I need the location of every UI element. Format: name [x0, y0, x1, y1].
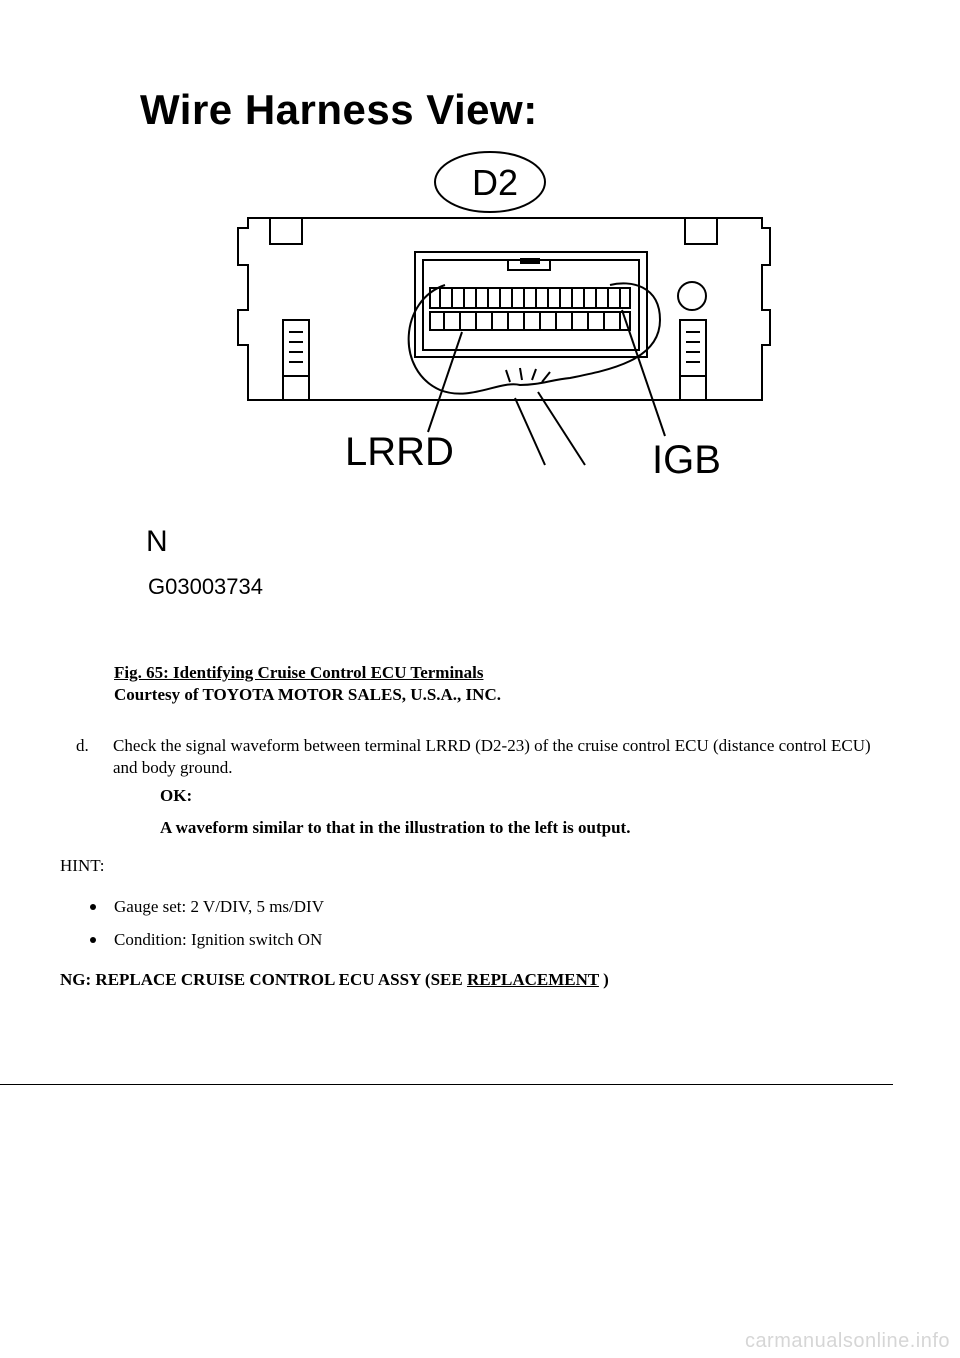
- bullet-icon: [90, 937, 96, 943]
- graphic-code: G03003734: [148, 574, 263, 599]
- hint-item-text: Condition: Ignition switch ON: [114, 930, 323, 949]
- step-marker: d.: [76, 736, 89, 755]
- figure-letter: N: [146, 525, 168, 558]
- connector-label: D2: [472, 162, 519, 203]
- replacement-link[interactable]: REPLACEMENT: [466, 970, 599, 989]
- figure-caption-link[interactable]: Fig. 65: Identifying Cruise Control ECU Terminals: [114, 663, 484, 682]
- ng-suffix: ): [598, 970, 609, 989]
- list-item: [90, 896, 324, 918]
- wire-harness-figure: [140, 80, 780, 610]
- bullet-icon: [90, 904, 96, 910]
- ng-prefix: NG: REPLACE CRUISE CONTROL ECU ASSY (SEE: [60, 970, 463, 989]
- courtesy-line: Courtesy of TOYOTA MOTOR SALES, U.S.A., INC.: [114, 685, 501, 704]
- list-item: [90, 929, 324, 951]
- hint-list: [90, 896, 324, 962]
- step-text: Check the signal waveform between terminal LRRD (D2-23) of the cruise control ECU (distance control ECU) and body ground.: [113, 736, 871, 777]
- ok-text: A waveform similar to that in the illustration to the left is output.: [160, 818, 631, 837]
- figure-title: Wire Harness View:: [140, 86, 538, 133]
- figure-caption: [114, 662, 501, 706]
- page-divider: [0, 1084, 893, 1085]
- ok-block: [160, 785, 630, 839]
- connector-socket: [415, 252, 647, 357]
- lrrd-leader-line: [428, 332, 462, 432]
- terminal-label-lrrd: LRRD: [345, 430, 454, 474]
- terminal-label-igb: IGB: [652, 438, 721, 482]
- hint-label: HINT:: [60, 856, 105, 875]
- hint-item-text: Gauge set: 2 V/DIV, 5 ms/DIV: [114, 897, 324, 916]
- watermark: carmanualsonline.info: [744, 1330, 950, 1352]
- wire-cable: [515, 398, 545, 465]
- ecu-connector-diagram: [140, 80, 780, 610]
- procedure-step-d: [76, 735, 876, 779]
- ok-label: OK:: [160, 786, 193, 805]
- ng-instruction: [60, 970, 609, 990]
